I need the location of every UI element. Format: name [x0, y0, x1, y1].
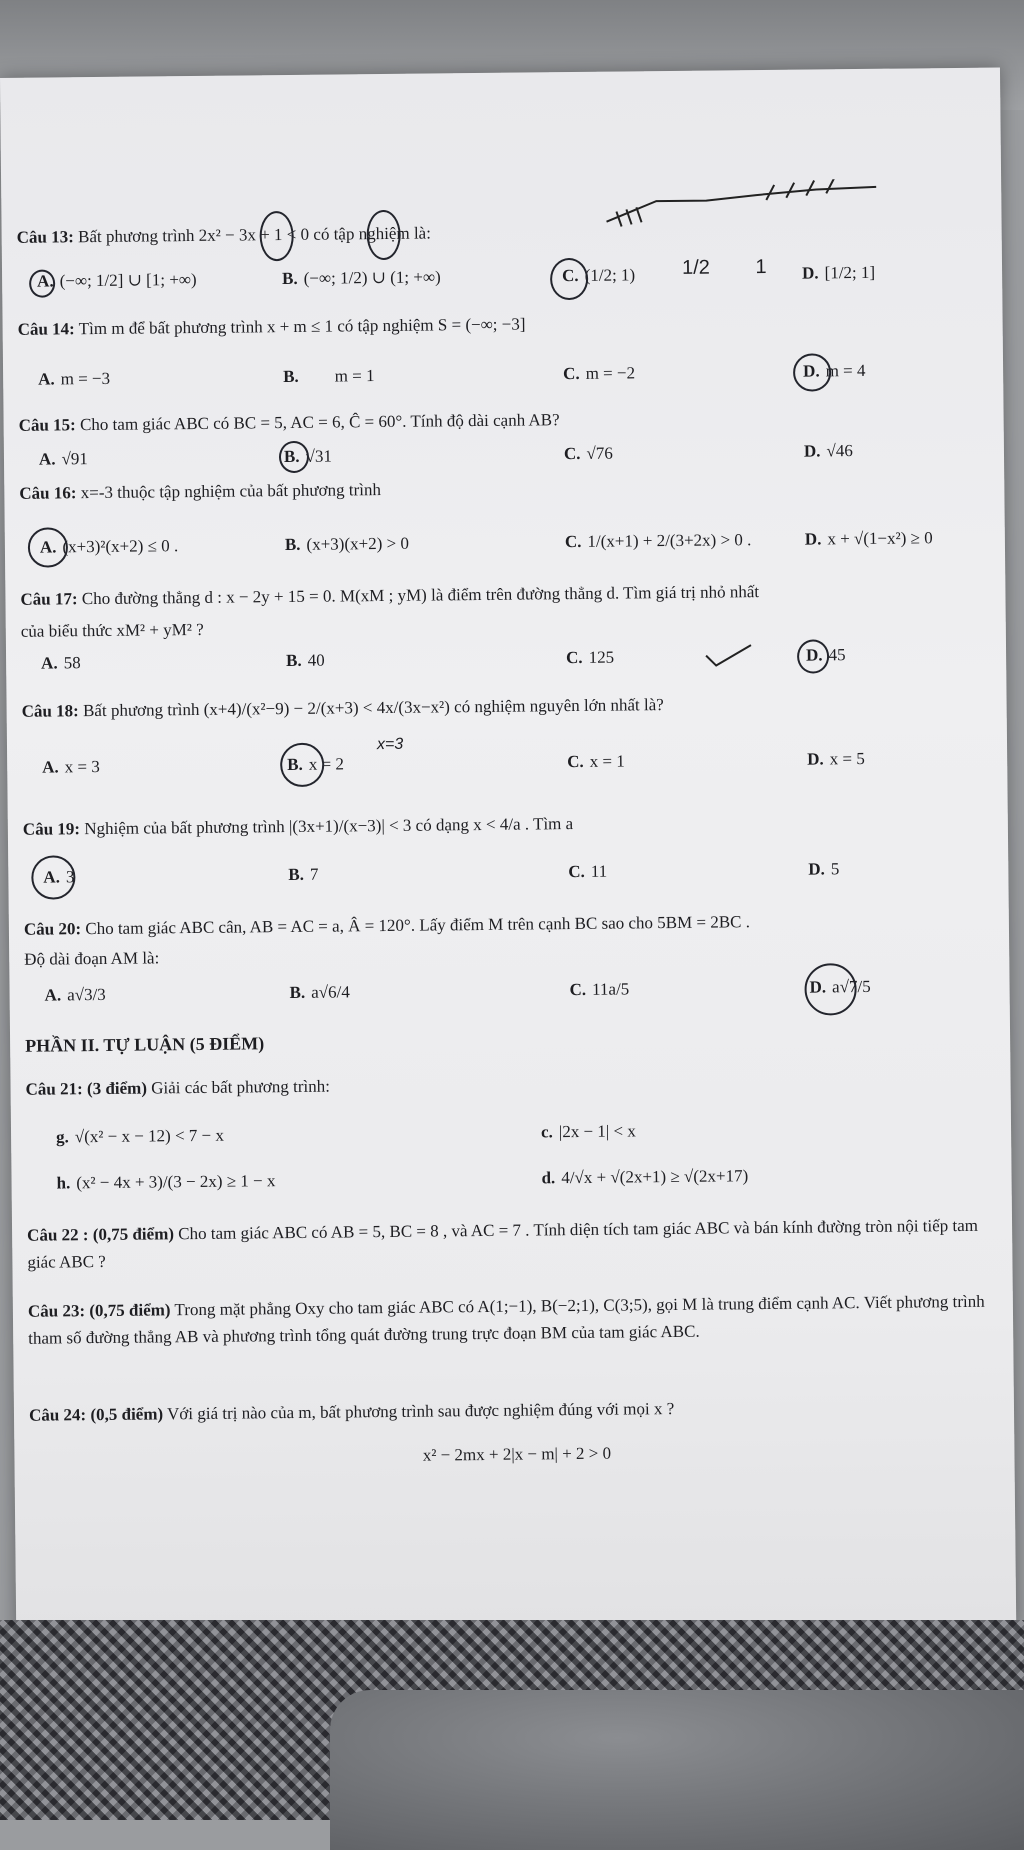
answer-circle — [280, 743, 324, 787]
q13-option-d: D. [1/2; 1] — [801, 262, 876, 283]
q19-option-d: D. 5 — [808, 859, 840, 879]
q15-option-c: C. √76 — [563, 443, 613, 464]
q16-option-c: C. 1/(x+1) + 2/(3+2x) > 0 . — [564, 530, 752, 552]
q15-option-b: B. √31 — [283, 446, 333, 467]
q13-a-letter: A. — [37, 271, 54, 291]
q13-option-b: B. (−∞; 1/2) ∪ (1; +∞) — [282, 267, 441, 289]
answer-circle — [793, 353, 831, 391]
q18-option-d: D. x = 5 — [807, 748, 865, 769]
q20-option-b: B. a√6/4 — [289, 982, 350, 1003]
exam-paper — [0, 68, 1016, 1638]
q18-option-b: B. x = 2 — [287, 754, 344, 775]
q13-label: Câu 13: — [16, 227, 74, 247]
answer-circle — [804, 963, 857, 1016]
q14-option-d: D. m = 4 — [803, 360, 866, 381]
q13-option-a: A. (−∞; 1/2] ∪ [1; +∞) — [37, 269, 197, 291]
q21-item-h: h. (x² − 4x + 3)/(3 − 2x) ≥ 1 − x — [56, 1171, 276, 1193]
q18-handwriting: x=3 — [376, 735, 404, 754]
q19-option-c: C. 11 — [568, 861, 608, 882]
handwritten-scribble — [596, 179, 897, 242]
q14-option-a: A. m = −3 — [38, 368, 111, 389]
q16-option-b: B. (x+3)(x+2) > 0 — [284, 533, 410, 555]
q14-option-b: B. m = 1 — [283, 366, 375, 387]
q21-item-g: g. √(x² − x − 12) < 7 − x — [55, 1125, 225, 1147]
background-cushion — [330, 1690, 1024, 1850]
q14-option-c: C. m = −2 — [563, 363, 636, 384]
exam-content — [16, 218, 1002, 1465]
question-17: Câu 17: Cho đường thẳng d : x − 2y + 15 = 0. M(xM ; yM) là điểm trên đường thẳng d. Tìm giá trị nhỏ nhất — [20, 582, 760, 609]
question-22: Câu 22 : (0,75 điểm) Cho tam giác ABC có AB = 5, BC = 8 , và AC = 7 . Tính diện tích tam giác ABC và bán kính đường tròn nội tiếp tam giác ABC ? — [27, 1215, 979, 1272]
q17-option-b: B. 40 — [286, 650, 325, 671]
q15-option-d: D. √46 — [803, 441, 853, 461]
question-19: Câu 19: Nghiệm của bất phương trình |(3x+1)/(x−3)| < 3 có dạng x < 4/a . Tìm a — [22, 814, 574, 839]
q19-option-b: B. 7 — [288, 864, 319, 885]
q20-option-a: A. a√3/3 — [44, 984, 106, 1005]
question-20-line2: Độ dài đoạn AM là: — [24, 948, 160, 969]
answer-circle — [550, 258, 588, 300]
handwritten-checkmark — [701, 640, 761, 671]
q18-option-a: A. x = 3 — [42, 756, 100, 777]
answer-circle — [797, 639, 829, 673]
answer-circle — [31, 855, 75, 899]
q13-option-c: C. (1/2; 1) — [562, 265, 636, 286]
q16-option-d: D. x + √(1−x²) ≥ 0 — [804, 528, 933, 549]
q20-option-c: C. 11a/5 — [569, 979, 630, 1000]
q19-option-a: A. 3 — [43, 867, 75, 887]
answer-circle — [29, 269, 55, 297]
question-17-line2: của biểu thức xM² + yM² ? — [20, 619, 204, 641]
answer-circle — [28, 527, 68, 567]
handwritten-circle — [259, 211, 294, 261]
question-18: Câu 18: Bất phương trình (x+4)/(x²−9) − 2/(x+3) < 4x/(3x−x²) có nghiệm nguyên lớn nhất là? — [21, 695, 664, 721]
answer-circle — [279, 441, 309, 473]
q17-option-a: A. 58 — [41, 653, 81, 673]
q24-expression: x² − 2mx + 2|x − m| + 2 > 0 — [422, 1443, 612, 1465]
q20-option-d: D. a√7/5 — [809, 976, 871, 997]
question-24: Câu 24: (0,5 điểm) Với giá trị nào của m, bất phương trình sau được nghiệm đúng với mọi x ? — [28, 1399, 675, 1425]
q18-option-c: C. x = 1 — [567, 751, 625, 772]
question-15: Câu 15: Cho tam giác ABC có BC = 5, AC = 6, Ĉ = 60°. Tính độ dài cạnh AB? — [18, 410, 560, 435]
question-21: Câu 21: (3 điểm) Giải các bất phương trình: — [25, 1076, 331, 1099]
question-16: Câu 16: x=-3 thuộc tập nghiệm của bất phương trình — [19, 480, 382, 503]
q16-option-a: A. (x+3)²(x+2) ≤ 0 . — [39, 536, 179, 557]
q13-handwriting: 1/2 1 — [681, 255, 767, 279]
handwritten-circle — [366, 210, 401, 260]
question-23: Câu 23: (0,75 điểm) Trong mặt phẳng Oxy cho tam giác ABC có A(1;−1), B(−2;1), C(3;5), gọi M là trung điểm cạnh AC. Viết phương trình tham số đường thẳng AB và phương trình tổng quát đường trung trực đoạn BM của tam giác ABC. — [27, 1291, 985, 1348]
question-20: Câu 20: Cho tam giác ABC cân, AB = AC = a, Â = 120°. Lấy điểm M trên cạnh BC sao cho 5BM = 2BC . — [23, 912, 751, 939]
q13-text: Bất phương trình 2x² − 3x + 1 < 0 có tập nghiệm là: — [77, 223, 431, 247]
q15-option-a: A. √91 — [38, 449, 88, 469]
q17-option-d: D. 45 — [805, 645, 846, 665]
q21-item-c: c. |2x − 1| < x — [540, 1121, 636, 1142]
section-heading: PHẦN II. TỰ LUẬN (5 ĐIỂM) — [25, 1033, 265, 1056]
question-14: Câu 14: Tìm m để bất phương trình x + m ≤ 1 có tập nghiệm S = (−∞; −3] — [17, 314, 526, 339]
q21-item-d: d. 4/√x + √(2x+1) ≥ √(2x+17) — [541, 1166, 749, 1188]
q17-option-c: C. 125 — [566, 647, 615, 668]
